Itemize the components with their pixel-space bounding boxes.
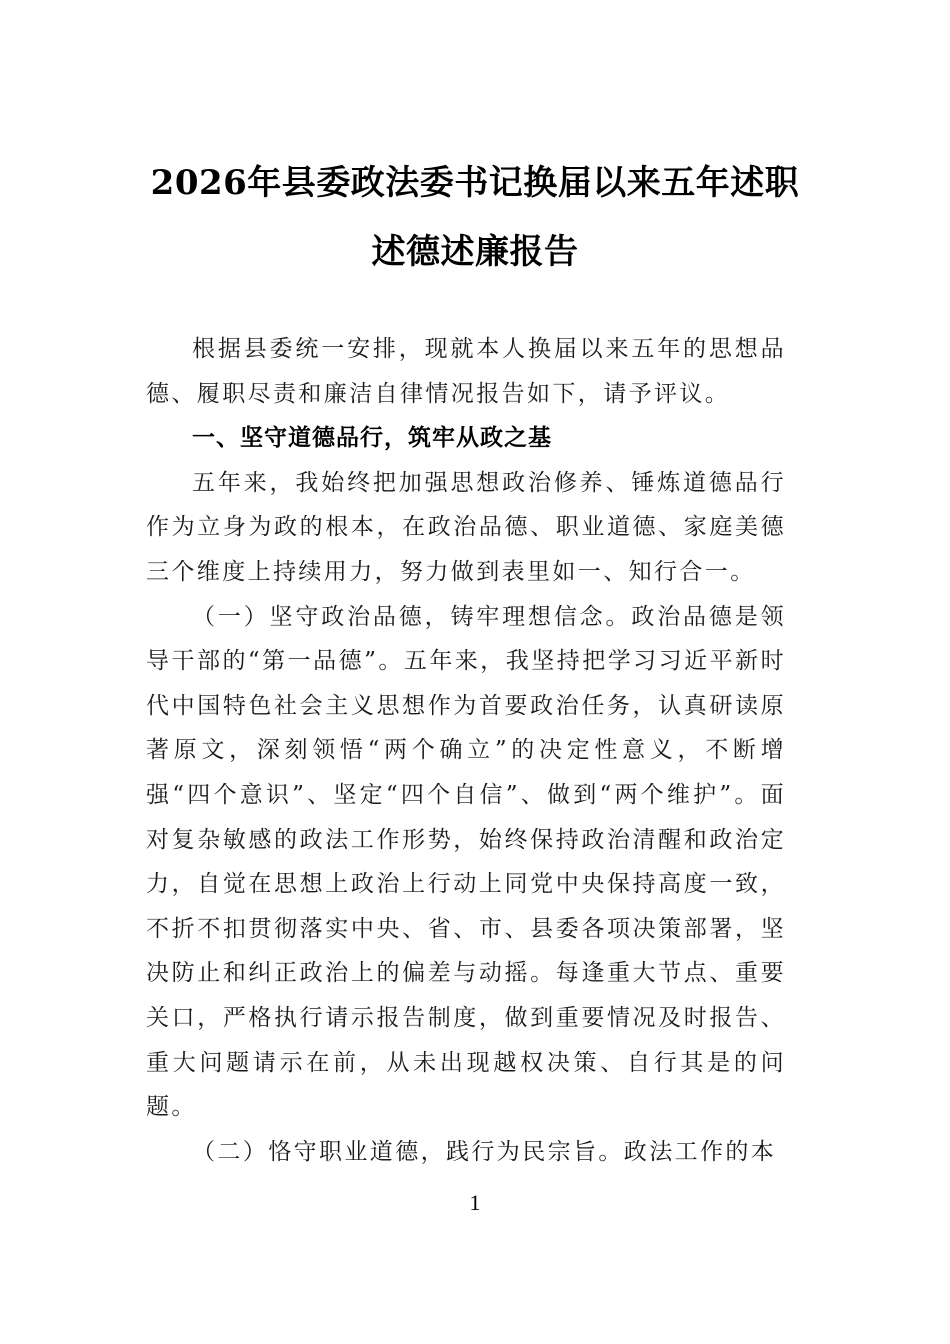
document-title-line-1: 2026年县委政法委书记换届以来五年述职 [150,163,800,203]
section-heading-1: 一、坚守道德品行，筑牢从政之基 [192,425,552,452]
document-body [146,327,786,1174]
section-1-paragraph: 五年来，我始终把加强思想政治修养、锤炼道德品行作为立身为政的根本，在政治品德、职业道德、家庭美德三个维度上持续用力，努力做到表里如一、知行合一。 [146,469,786,585]
document-title-line-2: 述德述廉报告 [371,232,579,272]
subsection-1-paragraph: （一）坚守政治品德，铸牢理想信念。政治品德是领导干部的“第一品德”。五年来，我坚持把学习习近平新时代中国特色社会主义思想作为首要政治任务，认真研读原著原文，深刻领悟“两个确立”的决定性意义，不断增强“四个意识”、坚定“四个自信”、做到“两个维护”。面对复杂敏感的政法工作形势，始终保持政治清醒和政治定力，自觉在思想上政治上行动上同党中央保持高度一致，不折不扣贯彻落实中央、省、市、县委各项决策部署，坚决防止和纠正政治上的偏差与动摇。每逢重大节点、重要关口，严格执行请示报告制度，做到重要情况及时报告、重大问题请示在前，从未出现越权决策、自行其是的问题。 [146,603,786,1121]
page-number: 1 [469,1190,481,1215]
subsection-2-paragraph: （二）恪守职业道德，践行为民宗旨。政法工作的本 [192,1138,777,1165]
intro-paragraph: 根据县委统一安排，现就本人换届以来五年的思想品德、履职尽责和廉洁自律情况报告如下，请予评议。 [146,336,786,407]
